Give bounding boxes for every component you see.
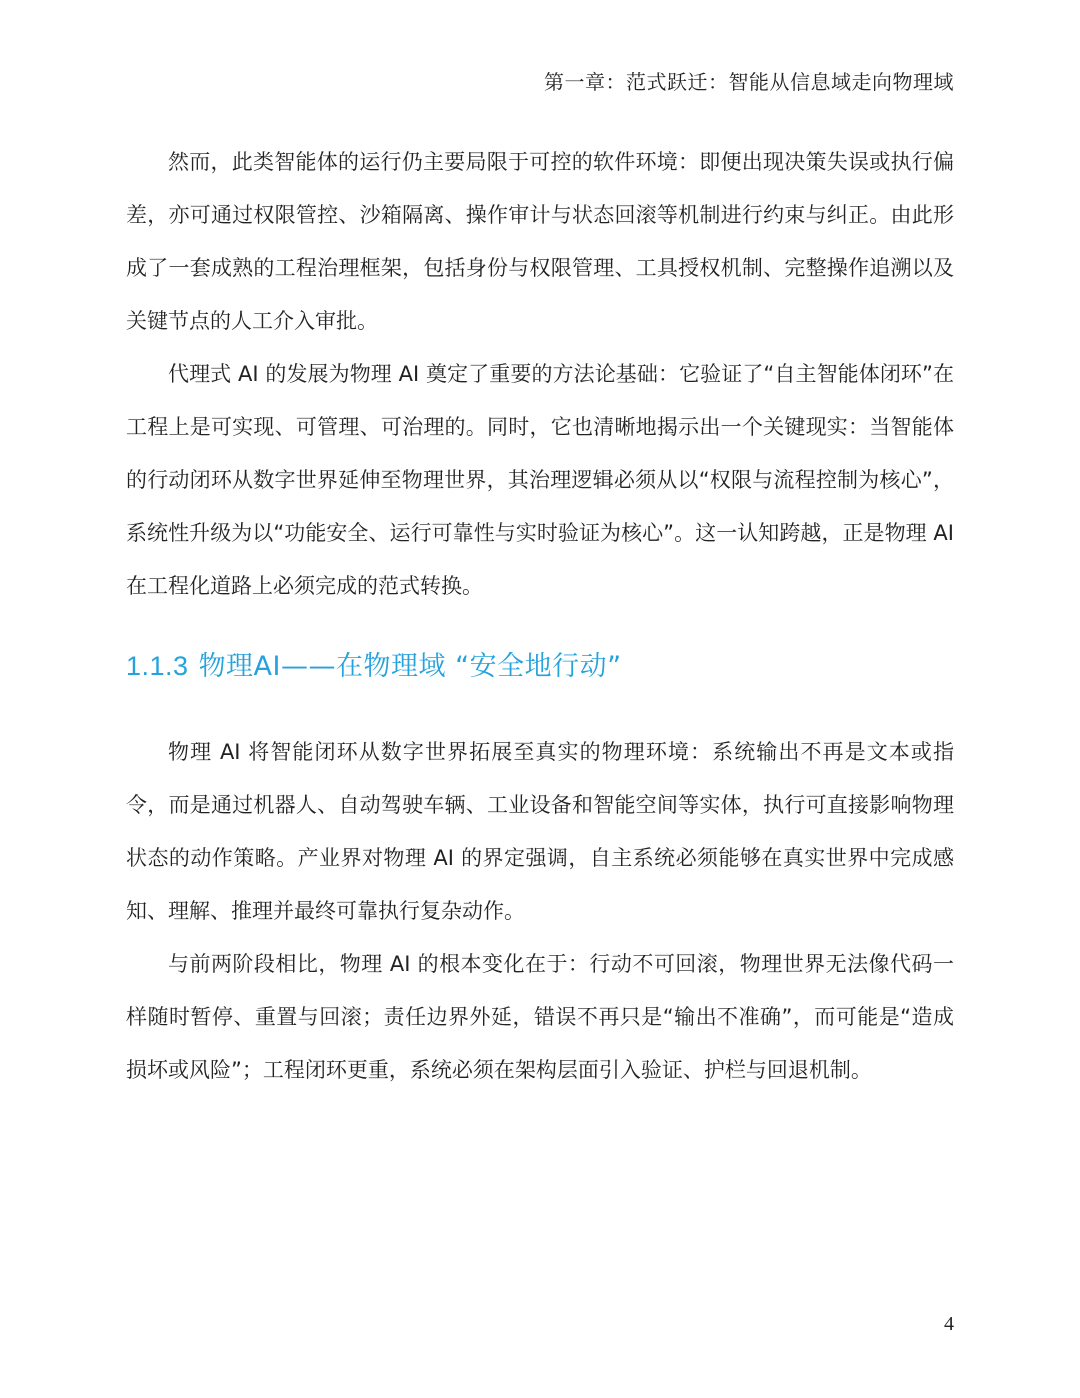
section-number: 1.1.3 (126, 651, 189, 681)
section-title: 物理AI——在物理域 “安全地行动” (198, 651, 622, 682)
section-heading (126, 644, 622, 683)
body-paragraph-1: 然而，此类智能体的运行仍主要局限于可控的软件环境：即便出现决策失误或执行偏差，亦可通过权限管控、沙箱隔离、操作审计与状态回滚等机制进行约束与纠正。由此形成了一套成熟的工程治理框架，包括身份与权限管理、工具授权机制、完整操作追溯以及关键节点的人工介入审批。 (126, 150, 954, 333)
body-paragraph-2: 代理式 AI 的发展为物理 AI 奠定了重要的方法论基础：它验证了“自主智能体闭环”在工程上是可实现、可管理、可治理的。同时，它也清晰地揭示出一个关键现实：当智能体的行动闭环从数字世界延伸至物理世界，其治理逻辑必须从以“权限与流程控制为核心”，系统性升级为以“功能安全、运行可靠性与实时验证为核心”。这一认知跨越，正是物理 AI 在工程化道路上必须完成的范式转换。 (126, 362, 954, 598)
section-paragraph-1: 物理 AI 将智能闭环从数字世界拓展至真实的物理环境：系统输出不再是文本或指令，而是通过机器人、自动驾驶车辆、工业设备和智能空间等实体，执行可直接影响物理状态的动作策略。产业界对物理 AI 的界定强调，自主系统必须能够在真实世界中完成感知、理解、推理并最终可靠执行复杂动作。 (126, 740, 954, 923)
section-paragraph-2: 与前两阶段相比，物理 AI 的根本变化在于：行动不可回滚，物理世界无法像代码一样随时暂停、重置与回滚；责任边界外延，错误不再只是“输出不准确”，而可能是“造成损坏或风险”；工程闭环更重，系统必须在架构层面引入验证、护栏与回退机制。 (126, 952, 954, 1082)
running-header-chapter-title: 第一章：范式跃迁：智能从信息域走向物理域 (544, 70, 954, 94)
page-number: 4 (944, 1313, 954, 1335)
